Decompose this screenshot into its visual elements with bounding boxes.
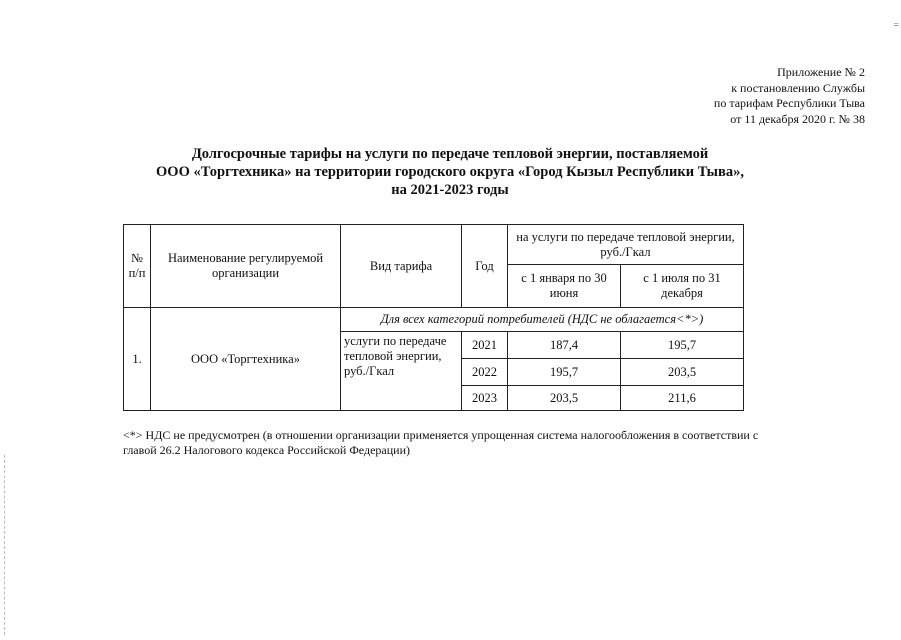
title-line: ООО «Торгтехника» на территории городского округа «Город Кызыл Республики Тыва»,	[156, 164, 744, 180]
header-number: № п/п	[124, 225, 151, 308]
value-cell: 195,7	[621, 332, 744, 359]
document-title	[120, 145, 780, 199]
header-service: на услуги по передаче тепловой энергии, руб./Гкал	[508, 225, 744, 265]
header-period-second-half: с 1 июля по 31 декабря	[621, 265, 744, 308]
appendix-line: Приложение № 2	[777, 65, 865, 79]
title-line: на 2021-2023 годы	[391, 182, 509, 198]
row-tariff-type: услуги по передаче тепловой энергии, руб./Гкал	[341, 332, 462, 411]
value-cell: 195,7	[508, 359, 621, 386]
header-tariff-type: Вид тарифа	[341, 225, 462, 308]
row-number: 1.	[124, 308, 151, 411]
header-year: Год	[462, 225, 508, 308]
year-cell: 2023	[462, 386, 508, 411]
header-period-first-half: с 1 января по 30 июня	[508, 265, 621, 308]
footnote: <*> НДС не предусмотрен (в отношении организации применяется упрощенная система налогообложения в соответствии с главой 26.2 Налогового кодекса Российской Федерации)	[123, 428, 759, 457]
value-cell: 203,5	[508, 386, 621, 411]
value-cell: 203,5	[621, 359, 744, 386]
title-line: Долгосрочные тарифы на услуги по передаче тепловой энергии, поставляемой	[191, 146, 709, 162]
value-cell: 211,6	[621, 386, 744, 411]
corner-mark: =	[893, 20, 899, 31]
row-organization: ООО «Торгтехника»	[151, 308, 341, 411]
value-cell: 187,4	[508, 332, 621, 359]
tariff-table	[123, 224, 744, 411]
appendix-line: по тарифам Республики Тыва	[713, 96, 865, 110]
appendix-header	[714, 65, 865, 127]
appendix-line: от 11 декабря 2020 г. № 38	[730, 111, 865, 126]
category-row: Для всех категорий потребителей (НДС не облагается<*>)	[341, 308, 744, 332]
scan-edge-mark	[4, 455, 5, 635]
header-organization: Наименование регулируемой организации	[151, 225, 341, 308]
year-cell: 2021	[462, 332, 508, 359]
year-cell: 2022	[462, 359, 508, 386]
appendix-line: к постановлению Службы	[731, 80, 865, 95]
